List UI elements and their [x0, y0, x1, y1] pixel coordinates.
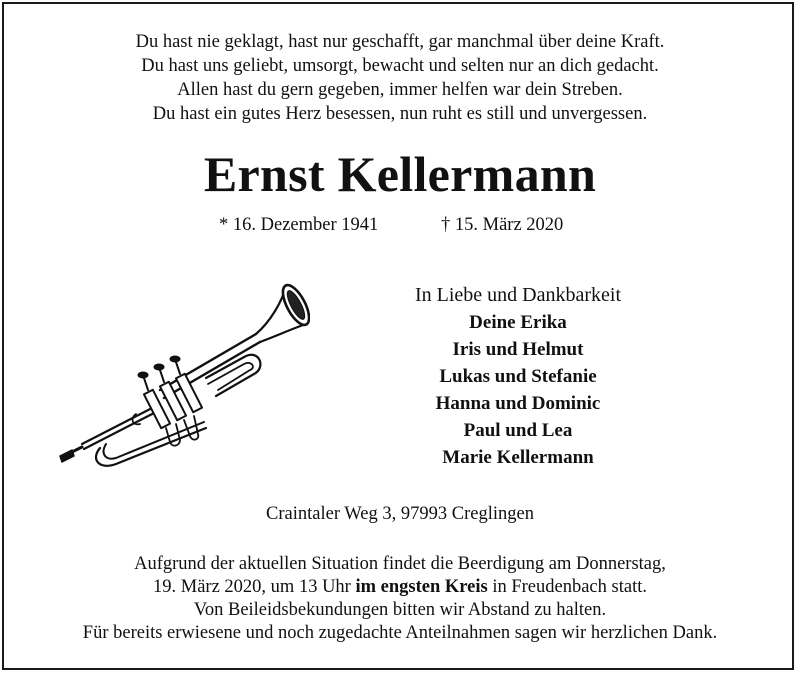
family-intro: In Liebe und Dankbarkeit [414, 284, 622, 306]
family-member: Marie Kellermann [442, 447, 594, 468]
memorial-poem [0, 30, 800, 126]
poem-line: Allen hast du gern gegeben, immer helfen war dein Streben. [177, 80, 623, 100]
notice-text: 19. März 2020, um 13 Uhr [153, 577, 356, 597]
poem-line: Du hast uns geliebt, umsorgt, bewacht und selten nur an dich gedacht. [141, 56, 659, 76]
notice-emphasis: im engsten Kreis [355, 577, 488, 597]
family-member: Iris und Helmut [452, 339, 584, 360]
family-member: Lukas und Stefanie [439, 366, 597, 387]
trumpet-icon [56, 278, 310, 470]
poem-line: Du hast ein gutes Herz besessen, nun ruht es still und unvergessen. [152, 104, 648, 124]
death-date: † 15. März 2020 [441, 215, 564, 235]
address: Craintaler Weg 3, 97993 Creglingen [266, 504, 534, 524]
birth-date: * 16. Dezember 1941 [219, 215, 379, 235]
notice-line [0, 576, 800, 599]
funeral-notice [0, 553, 800, 645]
poem-line: Du hast nie geklagt, hast nur geschafft, gar manchmal über deine Kraft. [135, 32, 665, 52]
family-member: Deine Erika [469, 312, 567, 333]
family-member: Hanna und Dominic [435, 393, 601, 414]
family-member: Paul und Lea [463, 420, 573, 441]
notice-line: Von Beileidsbekundungen bitten wir Abstand zu halten. [193, 600, 607, 620]
deceased-name: Ernst Kellermann [203, 146, 597, 202]
family-signatures [368, 282, 668, 471]
notice-line: Für bereits erwiesene und noch zugedachte Anteilnahmen sagen wir herzlichen Dank. [82, 623, 718, 643]
notice-text: in Freudenbach statt. [487, 577, 647, 597]
notice-line: Aufgrund der aktuellen Situation findet die Beerdigung am Donnerstag, [134, 554, 666, 574]
